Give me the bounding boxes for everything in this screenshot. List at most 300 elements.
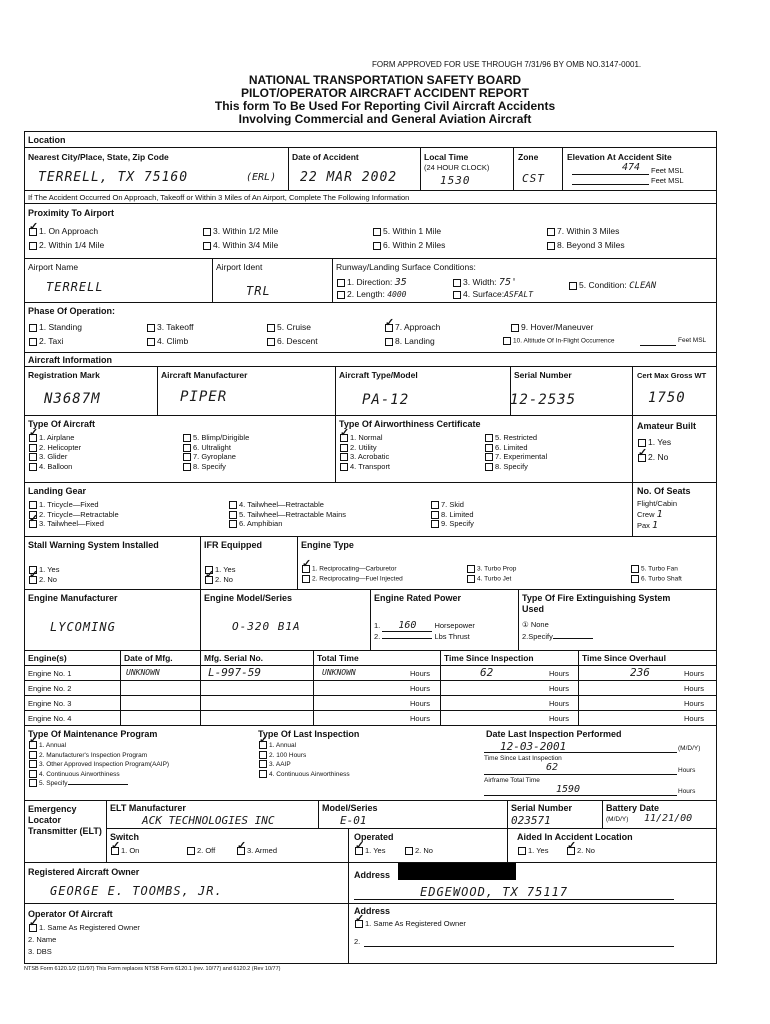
operated-option-1[interactable]: ✓1. Yes <box>354 846 385 855</box>
landing-gear-title: Landing Gear <box>28 486 87 496</box>
checkbox-icon <box>485 453 493 461</box>
elt-mfr-label: ELT Manufacturer <box>110 803 186 813</box>
operated-label: Operated <box>354 832 394 842</box>
gross-weight-label: Cert Max Gross WT <box>637 371 707 380</box>
engine-model-value[interactable]: O-320 B1A <box>232 620 301 633</box>
engine-row-date[interactable]: UNKNOWN <box>126 668 160 677</box>
elevation-msl-2: Feet MSL <box>651 176 684 185</box>
switch-option-2[interactable]: 2. Off <box>186 846 215 855</box>
form-footer: NTSB Form 6120.1/2 (11/97) This Form replaces NTSB Form 6120.1 (rev. 10/77) and 6120.2 (Rev 10/77) <box>24 966 281 972</box>
engine-row-name: Engine No. 4 <box>28 714 72 723</box>
owner-value[interactable]: GEORGE E. TOOMBS, JR. <box>50 884 223 898</box>
last-insp-option-2[interactable]: 2. 100 Hours <box>258 751 350 761</box>
rule <box>24 695 717 696</box>
checkbox-icon <box>29 338 37 346</box>
elt-serial-label: Serial Number <box>511 803 573 813</box>
owner-address-value[interactable]: EDGEWOOD, TX 75117 <box>420 885 569 899</box>
airworthiness-option-8[interactable]: 8. Specify <box>484 462 547 472</box>
title-line-1: NATIONAL TRANSPORTATION SAFETY BOARD <box>248 73 522 87</box>
airworthiness-option-7[interactable]: 7. Experimental <box>484 452 547 462</box>
gear-option-5[interactable]: 5. Tailwheel—Retractable Mains <box>228 510 346 520</box>
checkbox-icon <box>29 751 37 759</box>
zone-value[interactable]: CST <box>522 172 545 185</box>
checked-box-icon <box>567 847 575 855</box>
proximity-option-1[interactable]: ✓1. On Approach <box>28 226 98 236</box>
rule <box>24 302 717 303</box>
gear-option-1[interactable]: 1. Tricycle—Fixed <box>28 500 119 510</box>
phase-option-10[interactable]: 10. Altitude Of In-Flight Occurrence <box>502 337 615 345</box>
battery-date-label: Battery Date <box>606 803 660 813</box>
type-aircraft-option-6[interactable]: 6. Ultralight <box>182 443 249 453</box>
phase-option-2[interactable]: 2. Taxi <box>28 336 63 346</box>
date-line <box>484 752 677 753</box>
checked-box-icon <box>111 847 119 855</box>
operator-option-3[interactable]: 3. DBS <box>28 947 52 956</box>
rule <box>348 828 349 862</box>
rule <box>24 147 717 148</box>
checkbox-icon <box>267 338 275 346</box>
operator-address-option-1[interactable]: ✓1. Same As Registered Owner <box>354 919 466 928</box>
checkbox-icon <box>183 434 191 442</box>
checked-box-icon <box>237 847 245 855</box>
checkbox-icon <box>29 444 37 452</box>
maint-option-3[interactable]: 3. Other Approved Inspection Program(AAIP) <box>28 760 169 770</box>
airworthiness-option-1[interactable]: ✓1. Normal <box>339 433 390 443</box>
rule <box>212 258 213 302</box>
phase-option-6[interactable]: 6. Descent <box>266 336 318 346</box>
serial-value[interactable]: 12-2535 <box>510 392 577 408</box>
checked-box-icon <box>340 434 348 442</box>
rule <box>632 366 633 536</box>
gear-option-4[interactable]: 4. Tailwheel—Retractable <box>228 500 346 510</box>
engine-row-name: Engine No. 1 <box>28 669 72 678</box>
checkbox-icon <box>29 324 37 332</box>
airframe-unit: Hours <box>678 788 696 795</box>
runway-condition[interactable]: 5. Condition: CLEAN <box>568 280 656 291</box>
checkbox-icon <box>431 511 439 519</box>
engine-hp[interactable]: 1. 160 Horsepower <box>374 620 475 631</box>
altitude-unit: Feet MSL <box>678 337 707 344</box>
last-inspection-title: Type Of Last Inspection <box>258 729 360 739</box>
proximity-option-4[interactable]: 4. Within 3/4 Mile <box>202 240 278 250</box>
rule <box>200 650 201 725</box>
engine-type-option-1[interactable]: ✓1. Reciprocating—Carburetor <box>301 565 397 573</box>
hours-unit: Hours <box>410 684 431 693</box>
phase-section-title: Phase Of Operation: <box>28 306 116 316</box>
proximity-option-5[interactable]: 5. Within 1 Mile <box>372 226 441 236</box>
hours-unit: Hours <box>684 669 705 678</box>
rule <box>106 828 507 829</box>
checkbox-icon <box>373 242 381 250</box>
checkbox-icon <box>187 847 195 855</box>
checkbox-icon <box>485 434 493 442</box>
time-since-line <box>484 774 677 775</box>
city-value[interactable]: TERRELL, TX 75160 <box>38 170 189 185</box>
rule <box>24 800 717 801</box>
hours-unit: Hours <box>684 699 705 708</box>
rule <box>313 650 314 725</box>
rule <box>24 725 717 726</box>
engine-type-option-5[interactable]: 5. Turbo Fan <box>630 565 678 573</box>
airport-ident-label: Airport Ident <box>216 262 263 272</box>
rule <box>24 862 717 863</box>
hours-unit: Hours <box>684 714 705 723</box>
type-aircraft-option-3[interactable]: 3. Glider <box>28 452 81 462</box>
date-last-inspection-label: Date Last Inspection Performed <box>486 729 622 739</box>
zone-label: Zone <box>518 152 539 162</box>
aided-option-2[interactable]: ✓ 2. No <box>566 846 595 855</box>
checkbox-icon <box>547 242 555 250</box>
phase-option-3[interactable]: 3. Takeoff <box>146 322 194 332</box>
checkbox-icon <box>453 279 461 287</box>
type-aircraft-option-2[interactable]: 2. Helicopter <box>28 443 81 453</box>
operator-label: Operator Of Aircraft <box>28 909 113 919</box>
airworthiness-col1 <box>339 433 390 471</box>
ifr-title: IFR Equipped <box>204 540 262 550</box>
checkbox-icon <box>29 779 37 787</box>
rule <box>24 352 717 353</box>
hours-unit: Hours <box>549 714 570 723</box>
type-aircraft-option-5[interactable]: 5. Blimp/Dirigible <box>182 433 249 443</box>
rule <box>24 665 717 666</box>
aided-label: Aided In Accident Location <box>517 832 633 842</box>
runway-length[interactable]: 2. Length: 4000 <box>336 289 406 299</box>
checkbox-icon <box>147 338 155 346</box>
operator-option-1[interactable]: ✓1. Same As Registered Owner <box>28 923 140 932</box>
gear-option-9[interactable]: 9. Specify <box>430 519 474 529</box>
proximity-option-8[interactable]: 8. Beyond 3 Miles <box>546 240 625 250</box>
maint-option-4[interactable]: 4. Continuous Airworthiness <box>28 770 169 780</box>
engine-row-ovh[interactable]: 236 <box>630 666 650 679</box>
hours-unit: Hours <box>684 684 705 693</box>
fire-option-2[interactable]: 2.Specify <box>522 632 593 641</box>
maintenance-program-options <box>28 741 169 789</box>
rule <box>602 800 603 828</box>
checkbox-icon <box>302 575 310 583</box>
seats-title: No. Of Seats <box>637 486 691 496</box>
checkbox-icon <box>337 279 345 287</box>
phase-option-5[interactable]: 5. Cruise <box>266 322 311 332</box>
last-insp-option-4[interactable]: 4. Continuous Airworthiness <box>258 770 350 780</box>
elt-mfr-value[interactable]: ACK TECHNOLOGIES INC <box>142 814 275 827</box>
checkbox-icon <box>229 511 237 519</box>
phase-option-4[interactable]: 4. Climb <box>146 336 188 346</box>
rule <box>507 828 717 829</box>
type-aircraft-title: Type Of Aircraft <box>28 419 96 429</box>
engine-type-option-6[interactable]: 6. Turbo Shaft <box>630 575 682 583</box>
rule <box>24 710 717 711</box>
airport-name-value[interactable]: TERRELL <box>46 280 104 294</box>
engines-header-2: Mfg. Serial No. <box>204 653 264 663</box>
rule <box>24 536 717 537</box>
checked-box-icon <box>355 920 363 928</box>
checkbox-icon <box>485 444 493 452</box>
elevation-line <box>572 174 649 175</box>
checked-box-icon <box>302 565 310 573</box>
phase-option-9[interactable]: 9. Hover/Maneuver <box>510 322 593 332</box>
checkbox-icon <box>547 228 555 236</box>
owner-label: Registered Aircraft Owner <box>28 867 140 877</box>
engine-row-name: Engine No. 3 <box>28 699 72 708</box>
engine-row-name: Engine No. 2 <box>28 684 72 693</box>
engine-mfr-label: Engine Manufacturer <box>28 593 118 603</box>
proximity-option-3[interactable]: 3. Within 1/2 Mile <box>202 226 278 236</box>
registration-label: Registration Mark <box>28 370 100 380</box>
date-value[interactable]: 22 MAR 2002 <box>300 170 398 185</box>
checkbox-icon <box>631 565 639 573</box>
battery-date-format: (M/D/Y) <box>606 816 629 823</box>
airworthiness-option-6[interactable]: 6. Limited <box>484 443 547 453</box>
engine-row-serial[interactable]: L-997-59 <box>208 666 261 679</box>
rule <box>157 366 158 415</box>
hours-unit: Hours <box>549 699 570 708</box>
stall-warning-title: Stall Warning System Installed <box>28 540 159 550</box>
owner-address-label: Address <box>354 870 391 880</box>
engine-thrust[interactable]: 2. Lbs Thrust <box>374 632 470 641</box>
registration-value[interactable]: N3687M <box>44 391 101 407</box>
elevation-line <box>572 184 649 185</box>
rule <box>200 536 201 589</box>
checkbox-icon <box>385 338 393 346</box>
checked-box-icon <box>29 228 37 236</box>
rule <box>120 650 121 725</box>
form-title <box>0 74 770 126</box>
location-section-title: Location <box>28 135 66 145</box>
checkbox-icon <box>259 751 267 759</box>
checked-box-icon <box>29 520 37 528</box>
time-since-unit: Hours <box>678 767 696 774</box>
maint-option-5[interactable]: 5. Specify <box>28 779 169 789</box>
runway-direction[interactable]: 1. Direction: 35 <box>336 277 407 288</box>
gear-col1 <box>28 500 119 529</box>
airframe-value[interactable]: 1590 <box>556 784 581 795</box>
checkbox-icon <box>485 463 493 471</box>
checked-box-icon <box>355 847 363 855</box>
checkbox-icon <box>503 337 511 345</box>
gross-weight-value[interactable]: 1750 <box>648 390 686 406</box>
rule <box>24 203 717 204</box>
engine-type-option-4[interactable]: 4. Turbo Jet <box>466 575 511 583</box>
runway-surface[interactable]: 4. Surface:ASFALT <box>452 289 533 299</box>
stall-option-1[interactable]: 1. Yes <box>28 565 59 574</box>
checkbox-icon <box>431 520 439 528</box>
operated-option-2[interactable]: 2. No <box>404 846 433 855</box>
checkbox-icon <box>229 520 237 528</box>
checkbox-icon <box>183 444 191 452</box>
phase-option-7[interactable]: ✓7. Approach <box>384 322 440 332</box>
engine-row-insp[interactable]: 62 <box>480 666 494 679</box>
type-aircraft-option-8[interactable]: 8. Specify <box>182 462 249 472</box>
airport-ident-value[interactable]: TRL <box>246 284 271 298</box>
operator-address-line <box>364 946 674 947</box>
ifr-option-1[interactable]: 1. Yes <box>204 565 235 574</box>
type-aircraft-col2 <box>182 433 249 471</box>
rule <box>335 366 336 482</box>
checkbox-icon <box>203 228 211 236</box>
checkbox-icon <box>340 444 348 452</box>
last-insp-option-3[interactable]: 3. AAIP <box>258 760 350 770</box>
elevation-value[interactable]: 474 <box>622 162 641 173</box>
serial-label: Serial Number <box>514 370 572 380</box>
engines-header-5: Time Since Overhaul <box>582 653 666 663</box>
fire-option-1[interactable]: ① None <box>522 620 549 629</box>
fire-ext-label: Type Of Fire Extinguishing System Used <box>522 593 671 614</box>
elevation-msl-1: Feet MSL <box>651 166 684 175</box>
proximity-option-6[interactable]: 6. Within 2 Miles <box>372 240 445 250</box>
gear-option-6[interactable]: 6. Amphibian <box>228 519 346 529</box>
date-format: (M/D/Y) <box>678 745 701 752</box>
checkbox-icon <box>431 501 439 509</box>
checkbox-icon <box>29 501 37 509</box>
type-aircraft-option-7[interactable]: 7. Gyroplane <box>182 452 249 462</box>
airframe-line <box>484 795 677 796</box>
date-label: Date of Accident <box>292 152 359 162</box>
checkbox-icon <box>183 463 191 471</box>
manufacturer-value[interactable]: PIPER <box>180 389 228 405</box>
proximity-section-title: Proximity To Airport <box>28 208 115 218</box>
operator-option-2[interactable]: 2. Name <box>28 935 57 944</box>
rule <box>24 903 717 904</box>
switch-label: Switch <box>110 832 140 842</box>
amateur-option-2[interactable]: ✓2. No <box>637 452 668 462</box>
maintenance-program-title: Type Of Maintenance Program <box>28 729 158 739</box>
type-aircraft-option-1[interactable]: ✓1. Airplane <box>28 433 81 443</box>
seats-crew[interactable]: Crew 1 <box>637 509 663 520</box>
seats-flight-cabin: Flight/Cabin <box>637 499 678 508</box>
checkbox-icon <box>29 770 37 778</box>
checkbox-icon <box>453 291 461 299</box>
engines-header-4: Time Since Inspection <box>444 653 534 663</box>
gear-option-8[interactable]: 8. Limited <box>430 510 474 520</box>
time-sublabel: (24 HOUR CLOCK) <box>424 163 490 172</box>
rule <box>200 589 201 650</box>
gear-option-3[interactable]: ✓3. Tailwheel—Fixed <box>28 519 119 529</box>
checkbox-icon <box>340 453 348 461</box>
rule <box>24 366 717 367</box>
last-inspection-options <box>258 741 350 779</box>
time-value[interactable]: 1530 <box>440 174 471 187</box>
type-aircraft-col1 <box>28 433 81 471</box>
checked-box-icon <box>29 576 37 584</box>
checkbox-icon <box>267 324 275 332</box>
time-since-value[interactable]: 62 <box>546 762 559 773</box>
checkbox-icon <box>511 324 519 332</box>
engine-type-option-3[interactable]: 3. Turbo Prop <box>466 565 516 573</box>
airport-name-label: Airport Name <box>28 262 79 272</box>
engines-header-1: Date of Mfg. <box>124 653 173 663</box>
rule <box>297 536 298 589</box>
checkbox-icon <box>638 439 646 447</box>
stall-option-2[interactable]: ✓2. No <box>28 575 57 584</box>
switch-option-1[interactable]: ✓1. On <box>110 846 139 855</box>
hours-unit: Hours <box>549 684 570 693</box>
checked-box-icon <box>29 924 37 932</box>
elt-label: Emergency Locator Transmitter (ELT) <box>28 804 102 836</box>
title-line-3: This form To Be Used For Reporting Civil Aircraft Accidents <box>214 99 556 113</box>
gear-option-2[interactable]: 2. Tricycle—Retractable <box>28 510 119 520</box>
model-value[interactable]: PA-12 <box>362 392 410 408</box>
operator-address-option-2[interactable]: 2. <box>354 937 361 946</box>
rule <box>318 800 319 828</box>
airworthiness-option-3[interactable]: 3. Acrobatic <box>339 452 390 462</box>
rule <box>518 589 519 650</box>
battery-date-value[interactable]: 11/21/00 <box>644 813 693 824</box>
rule <box>288 147 289 190</box>
gear-col2 <box>228 500 346 529</box>
airworthiness-option-5[interactable]: 5. Restricted <box>484 433 547 443</box>
checkbox-icon <box>259 760 267 768</box>
elt-serial-value[interactable]: 023571 <box>511 814 551 827</box>
airframe-label: Airframe Total Time <box>484 777 540 784</box>
airworthiness-option-4[interactable]: 4. Transport <box>339 462 390 472</box>
engine-row-total[interactable]: UNKNOWN <box>322 668 356 677</box>
owner-address-line <box>354 899 674 900</box>
title-line-4: Involving Commercial and General Aviation Aircraft <box>238 112 532 126</box>
checkbox-icon <box>337 291 345 299</box>
rule <box>440 650 441 725</box>
rule <box>420 147 421 190</box>
gear-option-7[interactable]: 7. Skid <box>430 500 474 510</box>
operator-address-label: Address <box>354 906 391 916</box>
engine-type-option-2[interactable]: 2. Reciprocating—Fuel Injected <box>301 575 403 583</box>
checkbox-icon <box>29 760 37 768</box>
seats-pax[interactable]: Pax 1 <box>637 520 659 531</box>
title-line-2: PILOT/OPERATOR AIRCRAFT ACCIDENT REPORT <box>241 86 529 100</box>
switch-option-3[interactable]: ✓ 3. Armed <box>236 846 277 855</box>
hours-unit: Hours <box>410 669 431 678</box>
engines-header-3: Total Time <box>317 653 359 663</box>
date-last-inspection-value[interactable]: 12-03-2001 <box>500 740 567 753</box>
last-insp-option-1[interactable]: ✓1. Annual <box>258 741 350 751</box>
engines-header-0: Engine(s) <box>28 653 67 663</box>
rule <box>562 147 563 190</box>
phase-option-8[interactable]: 8. Landing <box>384 336 435 346</box>
checkbox-icon <box>147 324 155 332</box>
model-label: Aircraft Type/Model <box>339 370 418 380</box>
redaction-bar <box>398 863 516 880</box>
rule <box>24 415 717 416</box>
engine-mfr-value[interactable]: LYCOMING <box>50 620 116 634</box>
amateur-option-1[interactable]: 1. Yes <box>637 437 671 447</box>
checkbox-icon <box>631 575 639 583</box>
city-note: (ERL) <box>246 172 277 183</box>
proximity-option-2[interactable]: 2. Within 1/4 Mile <box>28 240 104 250</box>
runway-label: Runway/Landing Surface Conditions: <box>336 262 476 272</box>
maint-option-2[interactable]: 2. Manufacturer's Inspection Program <box>28 751 169 761</box>
maint-option-1[interactable]: ✓1. Annual <box>28 741 169 751</box>
ifr-option-2[interactable]: ✓2. No <box>204 575 233 584</box>
elt-model-value[interactable]: E-01 <box>340 814 367 827</box>
hours-unit: Hours <box>410 699 431 708</box>
checkbox-icon <box>518 847 526 855</box>
proximity-option-7[interactable]: 7. Within 3 Miles <box>546 226 619 236</box>
checkbox-icon <box>259 770 267 778</box>
rule <box>24 482 717 483</box>
approach-note: If The Accident Occurred On Approach, Takeoff or Within 3 Miles of An Airport, Complete The Following Information <box>28 193 410 202</box>
aided-option-1[interactable]: 1. Yes <box>517 846 548 855</box>
airworthiness-title: Type Of Airworthiness Certificate <box>339 419 481 429</box>
manufacturer-label: Aircraft Manufacturer <box>161 370 248 380</box>
time-label: Local Time <box>424 152 469 162</box>
airworthiness-option-2[interactable]: 2. Utility <box>339 443 390 453</box>
type-aircraft-option-4[interactable]: 4. Balloon <box>28 462 81 472</box>
checkbox-icon <box>467 565 475 573</box>
runway-width[interactable]: 3. Width: 75' <box>452 277 517 288</box>
phase-option-1[interactable]: 1. Standing <box>28 322 82 332</box>
checked-box-icon <box>638 454 646 462</box>
time-since-label: Time Since Last Inspection <box>484 755 562 762</box>
engine-type-title: Engine Type <box>301 540 354 550</box>
